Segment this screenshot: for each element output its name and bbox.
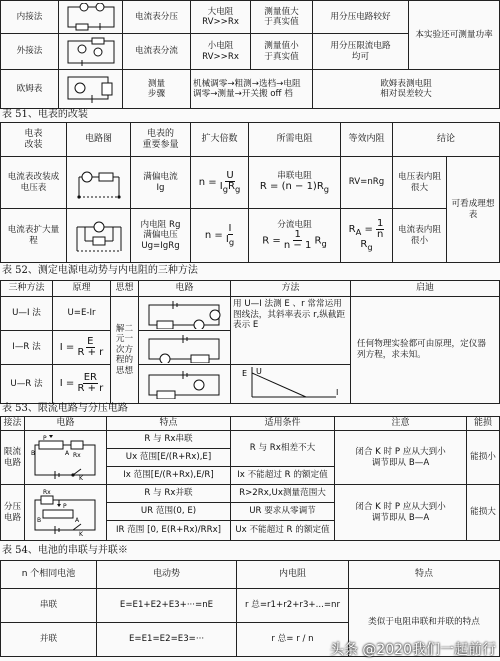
circuit-diagram [139,365,231,404]
circuit-diagram [25,485,107,541]
ui-graph [231,365,351,404]
header: 启迪 [351,281,500,297]
feature: R 与 Rx串联 [107,431,231,449]
condition: Ux 不能超过 R 的额定值 [231,521,335,541]
header: 内电阻 [237,561,349,589]
row-name: 外接法 [1,34,59,70]
condition: R 与 Rx相差不大 [231,431,335,467]
circuit-diagram [139,297,231,331]
idea: 解二 元一 次方 程的 思想 [111,297,139,404]
circuit-diagram [59,34,123,70]
type-name: 限流 电路 [1,431,25,485]
feature: UR 范围(0, E) [107,503,231,521]
circuit-diagram [59,1,123,34]
svg-text:P: P [62,502,67,510]
energy-loss: 能损大 [467,485,500,541]
method-name: U—I 法 [1,297,53,331]
insight: 任何物理实验都可由原理，定仪器列方程，求未知。 [351,297,500,404]
watermark: 头条 @2020我们一起前行 [329,642,496,658]
svg-text:A: A [64,449,69,457]
header: 电表的 重要参量 [131,123,191,157]
formula: I = $\frac{E}{R + r}$ [53,331,111,365]
header: 电路图 [67,123,131,157]
row-name: 内接法 [1,1,59,34]
circuit-diagram [67,209,131,263]
feature: 类似于电阻串联和并联的特点 [349,589,500,657]
circuit-diagram [25,431,107,485]
header: 所需电阻 [249,123,341,157]
header: 能损 [467,417,500,431]
condition: UR 要求从零调节 [231,503,335,521]
param: 内电阻 Rg 满偏电压 Ug=IgRg [131,209,191,263]
table-50 [0,0,500,108]
usage: 用分压电路较好 [313,1,409,34]
header: 电动势 [97,561,237,589]
steps-label: 测量 步骤 [123,70,191,109]
table-53-caption: 表 53、限流电路与分压电路 [2,403,128,414]
table-54-caption: 表 54、电池的串联与并联※ [2,545,128,556]
row-name: 电流表扩大量 程 [1,209,67,263]
multiplier: n = $\frac{I}{I_g}$ [191,209,249,263]
condition: 大电阻 RV>>Rx [191,1,251,34]
emf: E=E1=E2=E3=··· [97,623,237,657]
header: 结论 [393,123,500,157]
ui-line-graph [236,365,346,399]
usage: 欧姆表测电阻 相对误差较大 [313,70,500,109]
header: 扩大倍数 [191,123,249,157]
svg-text:K: K [78,474,83,481]
circuit-diagram [139,331,231,365]
conclusion: 电流表内阻 很小 [393,209,447,263]
method-type: 电流表分压 [123,1,191,34]
required-resistance: 分流电阻 R = $\frac{1}{n - 1}$ $R_g$ [249,209,341,263]
row-name: 欧姆表 [1,70,59,109]
header: 三种方法 [1,281,53,297]
header: 电路 [25,417,107,431]
note: 本实验还可测量功率 [409,1,500,70]
condition: Ix 不能超过 R 的额定值 [231,467,335,485]
note: 闭合 K 时 P 应从大到小 调节即从 B—A [335,485,467,541]
svg-text:Rx: Rx [72,451,81,459]
header: 特点 [349,561,500,589]
equivalent-resistance: RV=nRg [341,157,393,209]
internal-resistance: r 总=r1+r2+r3+...=nr [237,589,349,623]
formula: I = $\frac{ER}{R + r}$ [53,365,111,404]
param: 满偏电流 Ig [131,157,191,209]
header: 原理 [53,281,111,297]
svg-text:P: P [42,434,47,442]
usage: 用分压限流电路 均可 [313,34,409,70]
measurement: 测量值大 于真实值 [251,1,313,34]
measurement: 测量值小 于真实值 [251,34,313,70]
circuit-diagram [67,157,131,209]
common-conclusion: 可看成理想表 [447,157,500,263]
header: 注意 [335,417,467,431]
condition: R>2Rx,Ux测量范围大 [231,485,335,503]
table-51-caption: 表 51、电表的改装 [2,109,88,120]
header: 等效内阻 [341,123,393,157]
connection-type: 串联 [1,589,97,623]
condition: 小电阻 RV>>Rx [191,34,251,70]
table-52 [0,280,500,400]
conclusion: 电压表内阻 很大 [393,157,447,209]
steps: 机械调零→粗测→选档→电阻 调零→测量→开关搬 off 档 [191,70,313,109]
header: 电路 [139,281,231,297]
axis-label-y: U [255,367,262,376]
connection-type: 并联 [1,623,97,657]
svg-text:A: A [74,516,79,524]
svg-text:B: B [36,516,41,524]
header: 方法 [231,281,351,297]
header: 思想 [111,281,139,297]
table-52-caption: 表 52、测定电源电动势与内电阻的三种方法 [2,265,198,276]
header: n 个相同电池 [1,561,97,589]
svg-text:K: K [78,530,83,538]
multiplier: n = $\frac{U}{I_gR_g}$ [191,157,249,209]
header: 适用条件 [231,417,335,431]
method: 用 U—I 法测 E 、r 常常运用图线法，其斜率表示 r,纵截距表示 E [231,297,351,365]
header: 接法 [1,417,25,431]
feature: R 与 Rx并联 [107,485,231,503]
feature: Ix 范围[E/(R+Rx),E/R] [107,467,231,485]
table-51 [0,122,500,262]
method-type: 电流表分流 [123,34,191,70]
intercept-label: E [241,369,247,378]
energy-loss: 能损小 [467,431,500,485]
svg-text:B: B [30,449,35,457]
feature: Ux 范围[E/(R+Rx),E] [107,449,231,467]
method-name: I—R 法 [1,331,53,365]
svg-text:Rx: Rx [42,488,51,496]
row-name: 电流表改装成 电压表 [1,157,67,209]
note: 闭合 K 时 P 应从大到小 调节即从 B—A [335,431,467,485]
header: 特点 [107,417,231,431]
header: 电表 改装 [1,123,67,157]
emf: E=E1+E2+E3+···=nE [97,589,237,623]
required-resistance: 串联电阻 $R = (n - 1)R_g$ [249,157,341,209]
type-name: 分压 电路 [1,485,25,541]
feature: IR 范围 [0, E(R+Rx)/RRx] [107,521,231,541]
circuit-diagram [59,70,123,109]
method-name: U—R 法 [1,365,53,404]
table-53 [0,416,500,540]
axis-label-x: I [335,388,338,397]
internal-resistance: r 总= r / n [237,623,349,657]
formula: U=E-Ir [53,297,111,331]
equivalent-resistance: $R_A$ = $\frac{1}{n}$ $R_g$ [341,209,393,263]
